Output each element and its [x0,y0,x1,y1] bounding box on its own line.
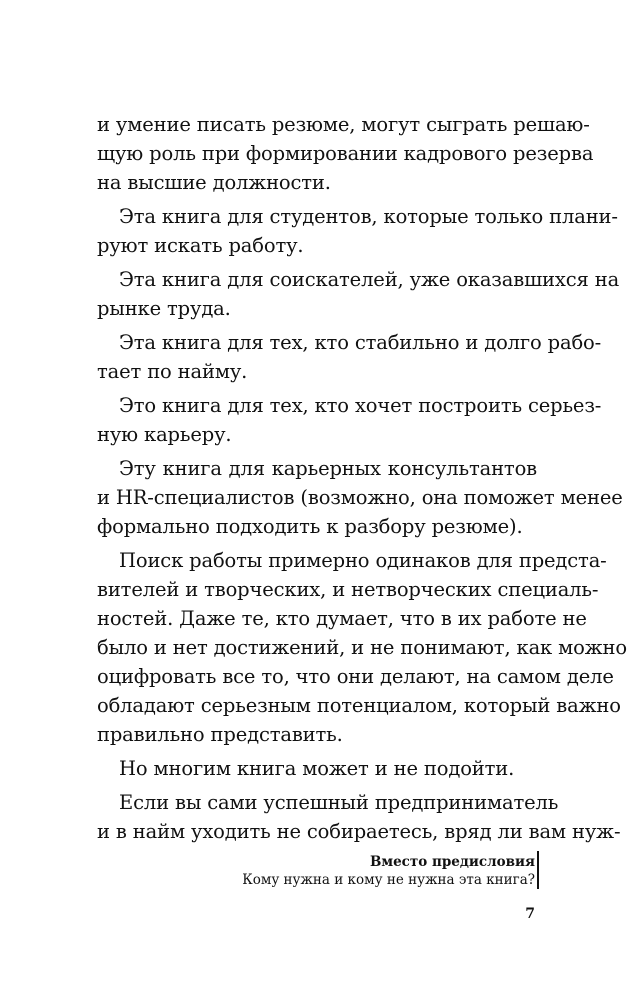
text-line: правильно представить. [97,723,343,746]
text-line: Эту книга для карьерных консультантов [119,457,537,480]
footer-section-title: Вместо предисловия [369,854,535,870]
text-line: щую роль при формировании кадрового резерва [97,142,594,165]
text-line: Поиск работы примерно одинаков для предста- [119,549,607,572]
text-line: и HR-специалистов (возможно, она поможет менее [97,486,623,509]
body-text [97,110,627,846]
text-line: тает по найму. [97,360,248,383]
text-line: формально подходить к разбору резюме). [97,515,523,538]
text-line: Эта книга для тех, кто стабильно и долго рабо- [119,331,602,354]
text-line: вителей и творческих, и нетворческих специаль- [97,578,599,601]
text-line: обладают серьезным потенциалом, который важно [97,694,621,717]
text-line: Это книга для тех, кто хочет построить серьез- [119,394,602,417]
text-line: ную карьеру. [97,423,232,446]
footer-section-subtitle: Кому нужна и кому не нужна эта книга? [242,872,535,888]
text-line: Но многим книга может и не подойти. [119,757,515,780]
text-line: Эта книга для соискателей, уже оказавшихся на [119,268,620,291]
page-number: 7 [525,906,535,922]
text-line: Эта книга для студентов, которые только плани- [119,205,618,228]
text-line: оцифровать все то, что они делают, на самом деле [97,665,614,688]
running-footer [242,853,535,889]
text-line: и умение писать резюме, могут сыграть решаю- [97,113,590,136]
text-line: на высшие должности. [97,171,331,194]
text-line: руют искать работу. [97,234,304,257]
text-line: рынке труда. [97,297,231,320]
text-line: ностей. Даже те, кто думает, что в их работе не [97,607,587,630]
text-line: и в найм уходить не собираетесь, вряд ли вам нуж- [97,820,621,843]
footer-divider [537,851,539,889]
text-line: было и нет достижений, и не понимают, как можно [97,636,627,659]
text-line: Если вы сами успешный предприниматель [119,791,559,814]
